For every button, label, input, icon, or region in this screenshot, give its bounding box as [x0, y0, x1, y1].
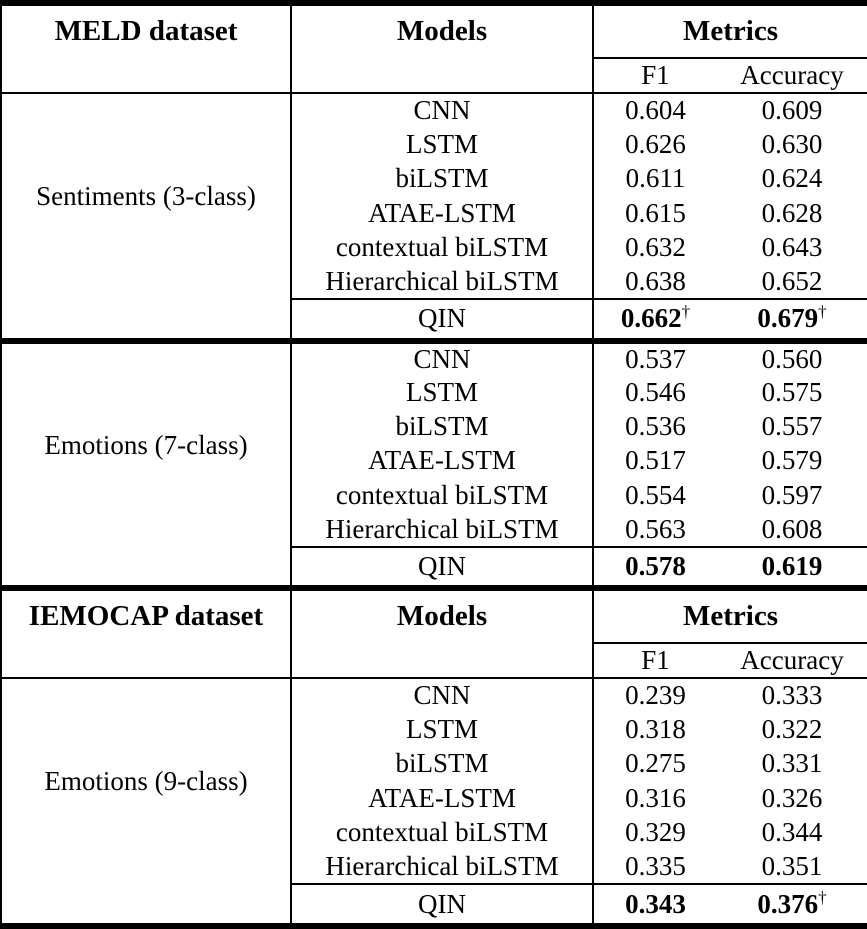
highlight-f1-value-cell	[593, 884, 717, 926]
table-row	[1, 678, 867, 712]
results-table-body	[1, 3, 867, 926]
f1-value-cell: 0.316	[593, 781, 717, 815]
f1-value-cell: 0.638	[593, 265, 717, 299]
significance-dagger-icon: †	[681, 302, 691, 322]
model-name-cell: LSTM	[291, 375, 593, 409]
model-name-cell: CNN	[291, 678, 593, 712]
model-name-cell: ATAE-LSTM	[291, 444, 593, 478]
highlight-row	[1, 299, 867, 340]
f1-value-cell: 0.546	[593, 375, 717, 409]
models-subheader-spacer-0	[291, 58, 593, 93]
table-row	[1, 341, 867, 375]
accuracy-value-cell: 0.333	[717, 678, 867, 712]
highlight-row	[1, 884, 867, 926]
highlight-model-name-cell: QIN	[291, 884, 593, 926]
section-header-row	[1, 3, 867, 58]
row-group-label-0-1: Emotions (7-class)	[1, 341, 291, 547]
accuracy-value-cell: 0.579	[717, 444, 867, 478]
f1-column-header-1: F1	[593, 643, 717, 678]
model-name-cell: biLSTM	[291, 162, 593, 196]
highlight-f1-value: 0.578	[625, 550, 686, 581]
accuracy-value-cell: 0.624	[717, 162, 867, 196]
significance-dagger-icon: †	[818, 302, 827, 322]
highlight-accuracy-value: 0.679	[757, 303, 819, 334]
metrics-subheader-row	[1, 643, 867, 678]
f1-column-header-0: F1	[593, 58, 717, 93]
highlight-accuracy-value-cell	[717, 299, 867, 340]
accuracy-value-cell: 0.609	[717, 93, 867, 127]
accuracy-value-cell: 0.322	[717, 712, 867, 746]
model-name-cell: Hierarchical biLSTM	[291, 850, 593, 884]
model-name-cell: CNN	[291, 93, 593, 127]
highlight-f1-value: 0.343	[625, 888, 686, 919]
accuracy-column-header-0: Accuracy	[717, 58, 867, 93]
accuracy-value-cell: 0.351	[717, 850, 867, 884]
highlight-model-name-cell: QIN	[291, 547, 593, 588]
highlight-f1-value: 0.662	[620, 303, 682, 334]
accuracy-value-cell: 0.331	[717, 747, 867, 781]
accuracy-value-cell: 0.344	[717, 816, 867, 850]
f1-value-cell: 0.554	[593, 478, 717, 512]
f1-value-cell: 0.329	[593, 816, 717, 850]
f1-value-cell: 0.318	[593, 712, 717, 746]
f1-value-cell: 0.626	[593, 127, 717, 161]
models-subheader-spacer-1	[291, 643, 593, 678]
f1-value-cell: 0.536	[593, 409, 717, 443]
model-name-cell: LSTM	[291, 127, 593, 161]
highlight-accuracy-value: 0.619	[761, 550, 823, 581]
model-name-cell: Hierarchical biLSTM	[291, 265, 593, 299]
highlight-model-name-cell: QIN	[291, 299, 593, 340]
f1-value-cell: 0.335	[593, 850, 717, 884]
f1-value-cell: 0.239	[593, 678, 717, 712]
f1-value-cell: 0.275	[593, 747, 717, 781]
model-name-cell: contextual biLSTM	[291, 478, 593, 512]
accuracy-column-header-1: Accuracy	[717, 643, 867, 678]
highlight-accuracy-value-cell	[717, 884, 867, 926]
highlight-row	[1, 547, 867, 588]
metrics-subheader-row	[1, 58, 867, 93]
significance-dagger-icon: †	[818, 887, 827, 907]
models-header-0: Models	[291, 3, 593, 58]
model-name-cell: biLSTM	[291, 747, 593, 781]
row-group-label-1-0: Emotions (9-class)	[1, 678, 291, 884]
model-name-cell: ATAE-LSTM	[291, 196, 593, 230]
accuracy-value-cell: 0.643	[717, 230, 867, 264]
dataset-subheader-spacer-0	[1, 58, 291, 93]
accuracy-value-cell: 0.326	[717, 781, 867, 815]
model-name-cell: Hierarchical biLSTM	[291, 512, 593, 546]
accuracy-value-cell: 0.557	[717, 409, 867, 443]
highlight-row-group-spacer-0-1	[1, 547, 291, 588]
metrics-header-0: Metrics	[593, 3, 867, 58]
model-name-cell: ATAE-LSTM	[291, 781, 593, 815]
row-group-label-0-0: Sentiments (3-class)	[1, 93, 291, 299]
section-header-row	[1, 588, 867, 643]
f1-value-cell: 0.563	[593, 512, 717, 546]
f1-value-cell: 0.632	[593, 230, 717, 264]
accuracy-value-cell: 0.597	[717, 478, 867, 512]
f1-value-cell: 0.517	[593, 444, 717, 478]
dataset-subheader-spacer-1	[1, 643, 291, 678]
f1-value-cell: 0.615	[593, 196, 717, 230]
model-name-cell: LSTM	[291, 712, 593, 746]
model-name-cell: contextual biLSTM	[291, 816, 593, 850]
accuracy-value-cell: 0.575	[717, 375, 867, 409]
dataset-header-0: MELD dataset	[1, 3, 291, 58]
highlight-f1-value-cell	[593, 299, 717, 340]
dataset-header-1: IEMOCAP dataset	[1, 588, 291, 643]
accuracy-value-cell: 0.608	[717, 512, 867, 546]
accuracy-value-cell: 0.630	[717, 127, 867, 161]
metrics-header-1: Metrics	[593, 588, 867, 643]
model-name-cell: CNN	[291, 341, 593, 375]
accuracy-value-cell: 0.628	[717, 196, 867, 230]
accuracy-value-cell: 0.560	[717, 341, 867, 375]
highlight-accuracy-value-cell	[717, 547, 867, 588]
models-header-1: Models	[291, 588, 593, 643]
model-name-cell: contextual biLSTM	[291, 230, 593, 264]
highlight-accuracy-value: 0.376	[757, 888, 819, 919]
f1-value-cell: 0.537	[593, 341, 717, 375]
accuracy-value-cell: 0.652	[717, 265, 867, 299]
f1-value-cell: 0.611	[593, 162, 717, 196]
f1-value-cell: 0.604	[593, 93, 717, 127]
model-name-cell: biLSTM	[291, 409, 593, 443]
highlight-row-group-spacer-0-0	[1, 299, 291, 340]
highlight-f1-value-cell	[593, 547, 717, 588]
highlight-row-group-spacer-1-0	[1, 884, 291, 926]
table-row	[1, 93, 867, 127]
